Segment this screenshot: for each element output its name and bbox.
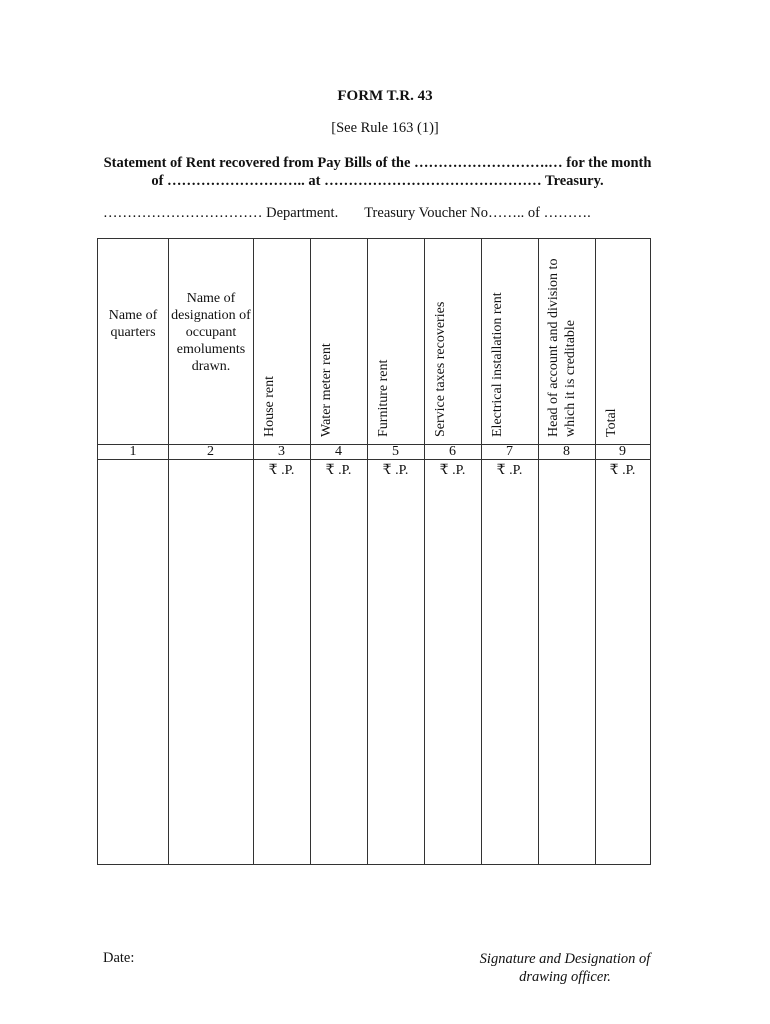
header-electrical-installation: Electrical installation rent: [490, 292, 505, 437]
unit-label: ₹ .P.: [325, 463, 352, 478]
department-label: …………………………… Department.: [103, 205, 339, 221]
header-furniture-rent: Furniture rent: [376, 359, 391, 437]
form-title: FORM T.R. 43: [337, 88, 433, 104]
header-name-of-quarters: Name of quarters: [108, 308, 158, 340]
unit-label: ₹ .P.: [609, 463, 636, 478]
column-number: 9: [619, 444, 626, 459]
unit-label: ₹ .P.: [268, 463, 295, 478]
column-divider: [424, 239, 425, 864]
column-number: 6: [449, 444, 456, 459]
column-divider: [481, 239, 482, 864]
unit-label: ₹ .P.: [496, 463, 523, 478]
column-number: 8: [563, 444, 570, 459]
header-house-rent: House rent: [262, 375, 277, 437]
signature-line-2: drawing officer.: [519, 969, 611, 985]
header-service-taxes: Service taxes recoveries: [433, 301, 448, 437]
signature-line-1: Signature and Designation of: [479, 951, 651, 967]
column-divider: [538, 239, 539, 864]
header-total: Total: [604, 408, 619, 437]
unit-label: ₹ .P.: [382, 463, 409, 478]
header-head-of-account: Head of account and division to which it is creditable: [546, 258, 578, 437]
signature-block: [460, 950, 670, 986]
header-occupant-designation: Name of designation of occupant emoluments drawn.: [171, 291, 251, 374]
column-number: 7: [506, 444, 513, 459]
column-number: 4: [335, 444, 342, 459]
rule-reference: [See Rule 163 (1)]: [331, 120, 439, 136]
column-number: 3: [278, 444, 285, 459]
voucher-label: Treasury Voucher No…….. of ……….: [364, 205, 591, 221]
department-voucher-line: [103, 205, 591, 222]
column-divider: [595, 239, 596, 864]
rent-statement-table: [97, 238, 651, 865]
unit-label: ₹ .P.: [439, 463, 466, 478]
column-number: 1: [129, 444, 137, 459]
column-number: 2: [207, 444, 214, 459]
column-divider: [253, 239, 254, 864]
column-divider: [310, 239, 311, 864]
statement-line-1: Statement of Rent recovered from Pay Bills of the ……………………….… for the month: [103, 155, 652, 171]
column-divider: [168, 239, 169, 864]
statement-line-2: of ……………………….. at ……………………………………… Treasury.: [151, 173, 604, 189]
header-water-meter-rent: Water meter rent: [319, 343, 334, 437]
column-number: 5: [392, 444, 399, 459]
number-row-divider: [98, 459, 650, 460]
date-label: Date:: [103, 950, 135, 966]
column-divider: [367, 239, 368, 864]
